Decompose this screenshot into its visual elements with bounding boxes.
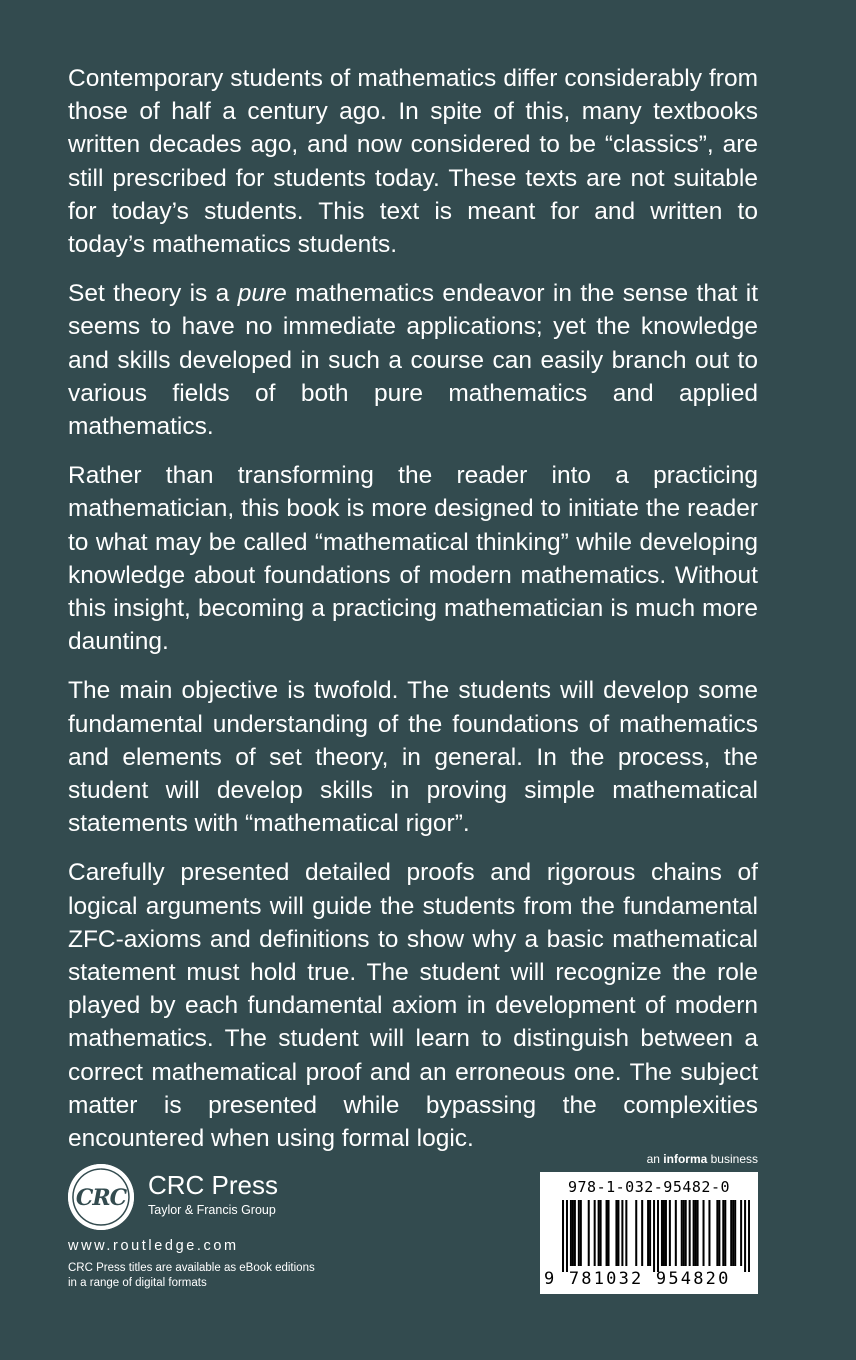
barcode-bar	[641, 1200, 643, 1266]
barcode-bar	[685, 1200, 687, 1266]
barcode-bar	[608, 1200, 610, 1266]
barcode-bar	[635, 1200, 637, 1266]
barcode-bar	[594, 1200, 596, 1266]
ebook-note-line-1: CRC Press titles are available as eBook editions	[68, 1262, 315, 1274]
publisher-group: Taylor & Francis Group	[148, 1203, 276, 1217]
barcode-bar	[732, 1200, 734, 1266]
blurb-paragraph-1: Contemporary students of mathematics differ considerably from those of half a century ago. In spite of this, many textbooks written decades ago, and now considered to be “classics”, are still prescribed for students today. These texts are not suitable for today’s students. This text is meant for and written to today’s mathematics students.	[68, 65, 758, 259]
barcode-bar	[693, 1200, 695, 1266]
publisher-block	[68, 1160, 368, 1290]
barcode-bar	[621, 1200, 623, 1266]
publisher-name: CRC Press	[148, 1170, 279, 1200]
barcode-bar	[744, 1200, 746, 1272]
barcode-bar	[683, 1200, 685, 1266]
barcode-bar	[669, 1200, 671, 1266]
barcode-bar	[647, 1200, 649, 1266]
barcode-bar	[578, 1200, 580, 1266]
barcode-bar	[657, 1200, 659, 1272]
blurb-paragraph-2-start: Set theory is a	[68, 280, 238, 308]
ean-number: 9 781032 954820	[544, 1269, 731, 1289]
barcode-bar	[716, 1200, 718, 1266]
ebook-note	[68, 1261, 315, 1291]
barcode-bar	[661, 1200, 663, 1266]
barcode-bar	[722, 1200, 724, 1266]
barcode-bar	[580, 1200, 582, 1266]
barcode-bar	[681, 1200, 683, 1266]
ebook-note-line-2: in a range of digital formats	[68, 1277, 207, 1289]
blurb-paragraph-5: Carefully presented detailed proofs and rigorous chains of logical arguments will guide the students from the fundamental ZFC-axioms and definitions to show why a basic mathematical statement must hold true. The student will recognize the role played by each fundamental axiom in development of modern mathematics. The student will learn to distinguish between a correct mathematical proof and an erroneous one. The subject matter is presented while bypassing the complexities encountered when using formal logic.	[68, 859, 758, 1153]
barcode-bar	[697, 1200, 699, 1266]
barcode-bar	[748, 1200, 750, 1272]
blurb-paragraph-3: Rather than transforming the reader into a practicing mathematician, this book is more designed to initiate the reader to what may be called “mathematical thinking” while developing knowledge about foundations of modern mathematics. Without this insight, becoming a practicing mathematician is much more daunting.	[68, 462, 758, 656]
crc-logo-text: CRC	[75, 1185, 127, 1211]
barcode-bar	[625, 1200, 627, 1266]
back-cover-blurb	[68, 62, 758, 1171]
barcode-bar	[718, 1200, 720, 1266]
blurb-paragraph-2-end: mathematics endeavor in the sense that it seems to have no immediate applications; yet the knowledge and skills developed in such a course can easily branch out to various fields of both pure mathematics and applied mathematics.	[68, 280, 758, 441]
informa-brand: informa	[663, 1152, 708, 1166]
barcode-bar	[617, 1200, 619, 1266]
barcode-bar	[653, 1200, 655, 1272]
barcode-bar	[703, 1200, 705, 1266]
barcode-bar	[675, 1200, 677, 1266]
blurb-paragraph-4: The main objective is twofold. The students will develop some fundamental understanding of the foundations of mathematics and elements of set theory, in general. In the process, the student will develop skills in proving simple mathematical statements with “mathematical rigor”.	[68, 677, 758, 838]
isbn-number: 978-1-032-95482-0	[567, 1178, 731, 1196]
barcode-bar	[695, 1200, 697, 1266]
barcode-bar	[649, 1200, 651, 1266]
barcode-bar	[740, 1200, 742, 1266]
barcode-bar	[606, 1200, 608, 1266]
barcode-bar	[598, 1200, 600, 1266]
barcode-bar	[730, 1200, 732, 1266]
barcode-bar	[665, 1200, 667, 1266]
barcode-bar	[708, 1200, 710, 1266]
barcode-bar	[615, 1200, 617, 1266]
crc-logo-icon	[68, 1164, 134, 1230]
crc-logo-mark	[68, 1164, 134, 1230]
barcode-bar	[734, 1200, 736, 1266]
barcode-area	[540, 1152, 758, 1294]
blurb-emphasis-pure: pure	[237, 280, 287, 308]
barcode-bar	[689, 1200, 691, 1266]
barcode-bar	[663, 1200, 665, 1266]
informa-prefix: an	[646, 1152, 664, 1166]
publisher-website-link[interactable]: www.routledge.com	[68, 1238, 239, 1254]
barcode-box	[540, 1172, 758, 1294]
barcode-bar	[570, 1200, 572, 1266]
barcode-bar	[572, 1200, 574, 1266]
barcode-bar	[566, 1200, 568, 1272]
informa-business-label	[647, 1152, 758, 1166]
barcode-bar	[574, 1200, 576, 1266]
blurb-paragraph-2	[68, 277, 758, 443]
barcode-bar	[562, 1200, 564, 1272]
barcode-bar	[600, 1200, 602, 1266]
informa-suffix: business	[707, 1152, 758, 1166]
barcode-bar	[724, 1200, 726, 1266]
barcode-bar	[588, 1200, 590, 1266]
barcode-bars	[562, 1200, 750, 1272]
